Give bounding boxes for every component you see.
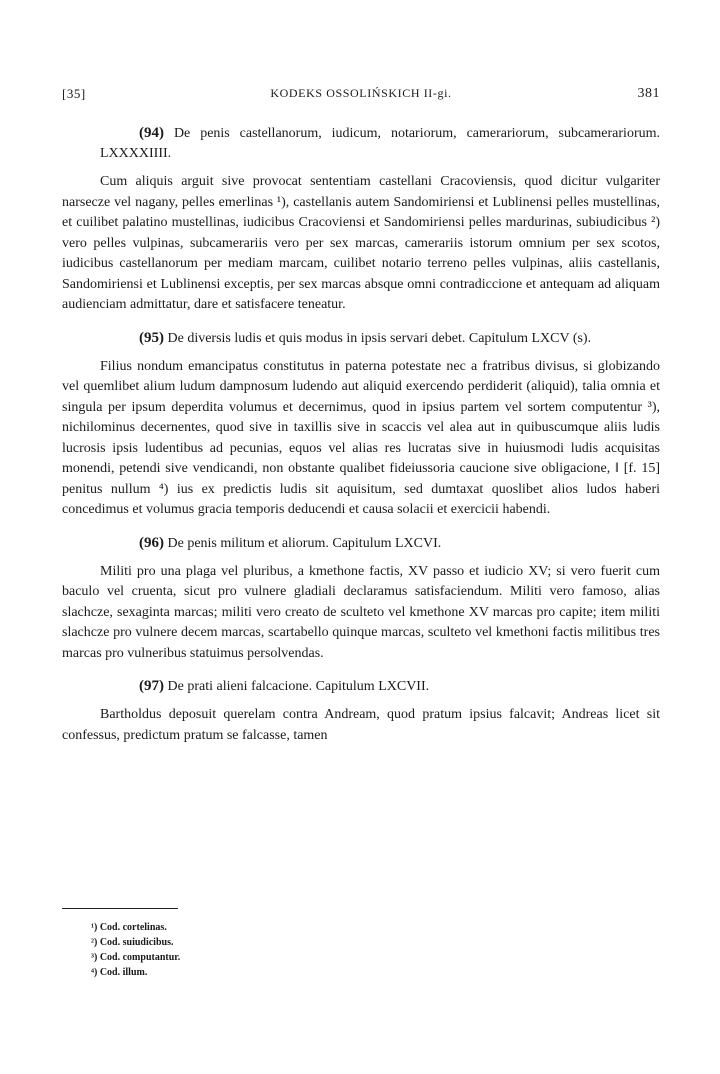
section-title: De penis militum et aliorum. Capitulum LXCVI. [167, 535, 442, 551]
section-title: De diversis ludis et quis modus in ipsis servari debet. Capitulum LXCV (s). [167, 330, 592, 346]
document-page [62, 86, 660, 978]
footnote-3: ³) Cod. computantur. [91, 952, 181, 963]
section-title: De penis castellanorum, iudicum, notariorum, camerariorum, subcamerariorum. LXXXXIIII. [100, 126, 660, 161]
section-heading-96 [62, 533, 660, 554]
page-number: 381 [637, 86, 660, 101]
section-number: (96) [139, 534, 164, 551]
footnote-divider [62, 908, 178, 909]
section-heading-94 [62, 123, 660, 164]
section-number: (94) [139, 125, 164, 141]
section-body-94: Cum aliquis arguit sive provocat sententiam castellani Cracoviensis, quod dicitur vulgariter narsecze vel nagany, pelles emerlinas ¹), castellanis autem Sandomiriensi et Lublinensi pelles mustellinas, et cuilibet palatino mustellinas, iudicibus Cracoviensi et Sandomiriensi pelles mardurinas, subiudicibus ²) vero pelles vulpinas, subcamerariis vero per sex marcas, camerariis istorum omnium per sex scotos, iudicibus castellanorum per mediam marcam, cuilibet notario terreno pelles vulpinas, aliis castellanis, Sandomiriensi et Lublinensi exceptis, per sex marcas absque omni contradiccione et antequam ad aliquam audienciam admittatur, dare et satisfacere teneatur. [62, 174, 660, 312]
section-number: (95) [139, 329, 164, 346]
running-head [62, 86, 660, 106]
footnotes [91, 920, 180, 980]
section-heading-95 [62, 328, 660, 349]
footnote-1: ¹) Cod. cortelinas. [91, 922, 167, 933]
section-body-95: Filius nondum emancipatus constitutus in paterna potestate nec a fratribus divisus, si globizando vel quemlibet alium ludum dampnosum ludendo aut aliquid exercendo perdiderit (aliquid), talia omnia et singula per ipsum deperdita volumus et decernimus, quod in ipsius partem vel sortem computentur ³), nichilominus decernentes, quod sive in taxillis sive in scaccis vel alea aut in quibuscumque aliis ludis lucrosis ipsis ludentibus ad pecunias, equos vel alias res lucratas sive in huiusmodi ludis acquisitas monendi, petendi sive vendicandi, non obstante qualibet fideiussoria caucione sive obligacione, ‖ [f. 15] penitus nullum ⁴) ius ex predictis ludis sit aquisitum, sed dumtaxat quoslibet alios ludos haberi concedimus et volumus gracia temporis deducendi et causa solacii et exercicii habendi. [62, 358, 660, 517]
footnote-4: ⁴) Cod. illum. [91, 967, 148, 978]
section-heading-97 [62, 676, 660, 697]
section-body-96: Militi pro una plaga vel pluribus, a kmethone factis, XV passo et iudicio XV; si vero fuerit cum baculo vel cruenta, sicut pro vulnere gladiali declaramus satisfaciendum. Militi vero famoso, alias slachcze, sexaginta marcas; militi vero creato de sculteto vel kmethone XV marcas pro capite; item militi slachcze pro vulnere decem marcas, scartabello quinque marcas, sculteto vel kmethoni factis militibus tres marcas pro vulneribus statuimus persolvendas. [62, 563, 660, 661]
section-body-97: Bartholdus deposuit querelam contra Andream, quod pratum ipsius falcavit; Andreas licet sit confessus, predictum pratum se falcasse, tamen [62, 707, 660, 743]
running-title: KODEKS OSSOLIŃSKICH II-gi. [270, 86, 452, 100]
footnote-2: ²) Cod. suiudicibus. [91, 937, 174, 948]
section-title: De prati alieni falcacione. Capitulum LXCVII. [167, 679, 430, 694]
chapter-bracket-number: [35] [62, 86, 86, 101]
section-number: (97) [139, 678, 164, 694]
